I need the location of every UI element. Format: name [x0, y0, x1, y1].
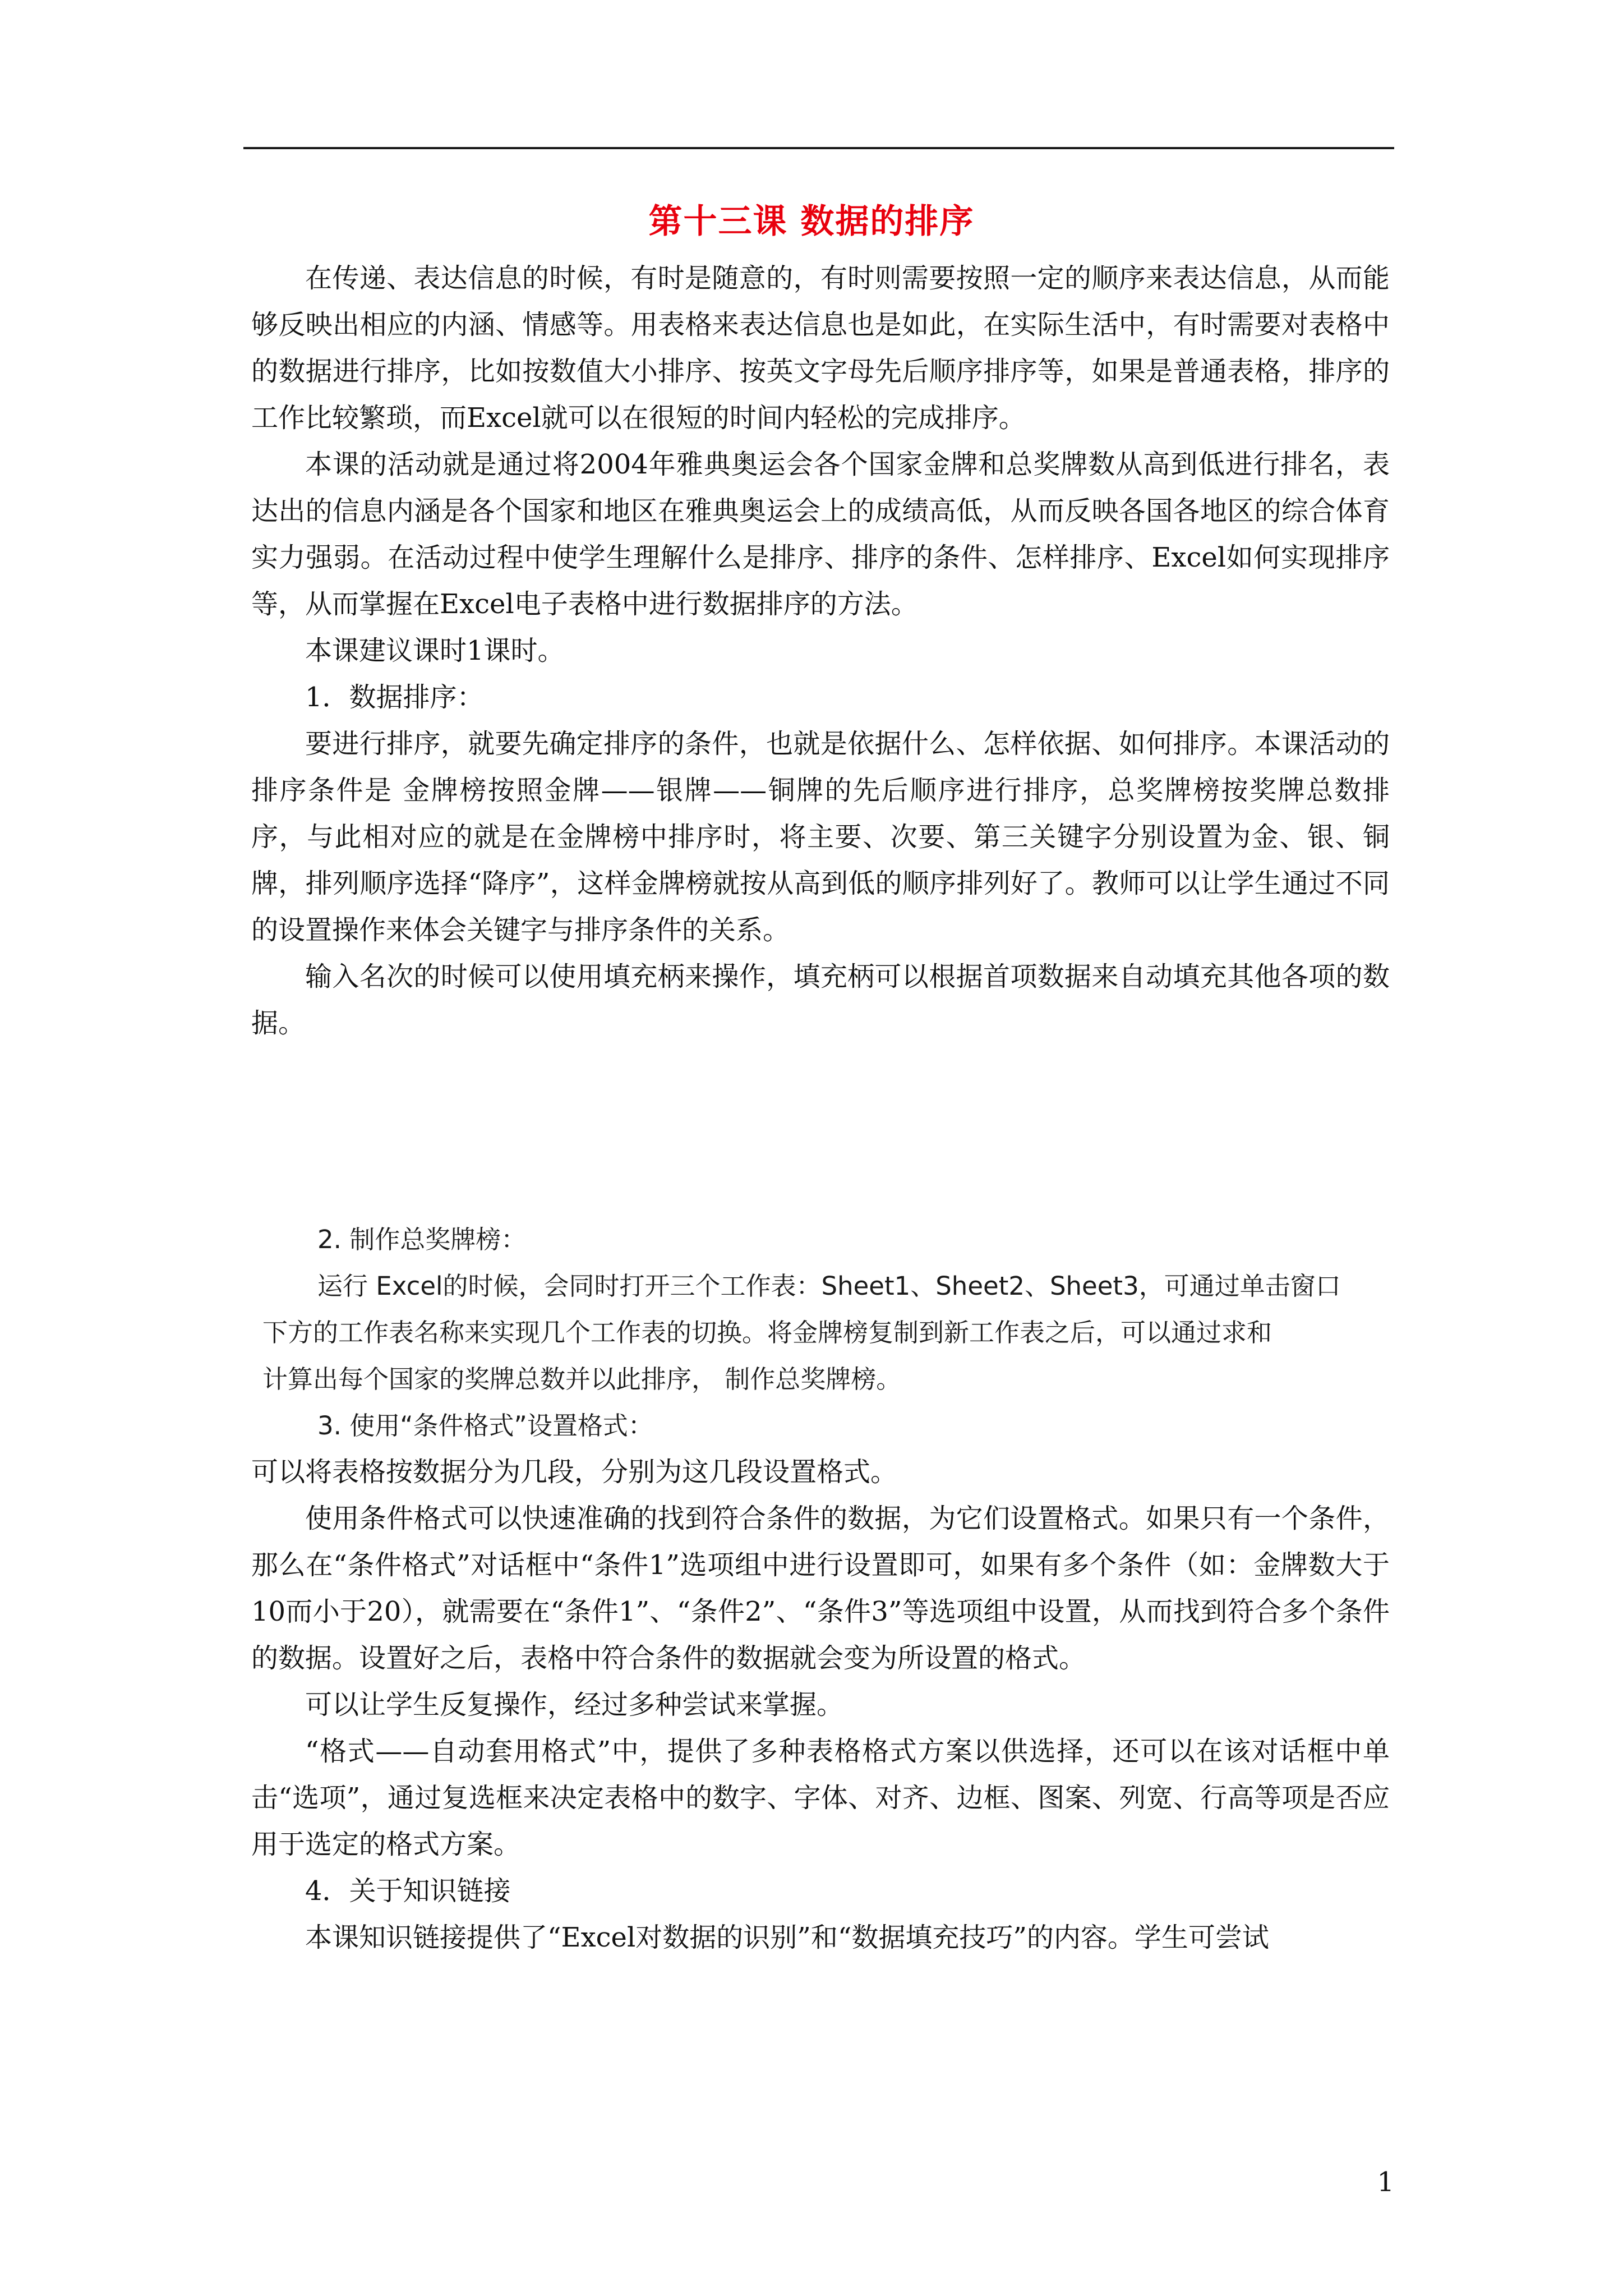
intro-paragraph: 本课的活动就是通过将2004年雅典奥运会各个国家金牌和总奖牌数从高到低进行排名，表达出的信息内涵是各个国家和地区在雅典奥运会上的成绩高低，从而反映各国各地区的综合体育实力强弱。在活动过程中使学生理解什么是排序、排序的条件、怎样排序、Excel如何实现排序等，从而掌握在Excel电子表格中进行数据排序的方法。	[251, 449, 1390, 620]
section2-line: 计算出每个国家的奖牌总数并以此排序， 制作总奖牌榜。	[262, 1364, 902, 1394]
page-title: 第十三课 数据的排序	[648, 202, 975, 241]
section1-paragraph: 要进行排序，就要先确定排序的条件，也就是依据什么、怎样依据、如何排序。本课活动的排序条件是 金牌榜按照金牌——银牌——铜牌的先后顺序进行排序，总奖牌榜按奖牌总数排序，与此相对应的就是在金牌榜中排序时，将主要、次要、第三关键字分别设置为金、银、铜牌，排列顺序选择“降序”，这样金牌榜就按从高到低的顺序排列好了。教师可以让学生通过不同的设置操作来体会关键字与排序条件的关系。	[251, 728, 1390, 946]
section2-heading: 2. 制作总奖牌榜：	[317, 1225, 527, 1254]
section1-heading: 1．数据排序：	[305, 682, 484, 713]
section3-block	[251, 1449, 1390, 1961]
intro-block	[251, 255, 1390, 1047]
page-number: 1	[1377, 2166, 1394, 2198]
section3-paragraph: 可以让学生反复操作，经过多种尝试来掌握。	[305, 1689, 844, 1720]
section4-paragraph: 本课知识链接提供了“Excel对数据的识别”和“数据填充技巧”的内容。学生可尝试	[305, 1922, 1269, 1953]
intro-paragraph: 在传递、表达信息的时候，有时是随意的，有时则需要按照一定的顺序来表达信息，从而能够反映出相应的内涵、情感等。用表格来表达信息也是如此，在实际生活中，有时需要对表格中的数据进行排序，比如按数值大小排序、按英文字母先后顺序排序等，如果是普通表格，排序的工作比较繁琐，而Excel就可以在很短的时间内轻松的完成排序。	[251, 263, 1390, 434]
section3-paragraph: “格式——自动套用格式”中，提供了多种表格格式方案以供选择，还可以在该对话框中单击“选项”，通过复选框来决定表格中的数字、字体、对齐、边框、图案、列宽、行高等项是否应用于选定的格式方案。	[251, 1736, 1390, 1860]
section1-paragraph: 输入名次的时候可以使用填充柄来操作，填充柄可以根据首项数据来自动填充其他各项的数据。	[251, 961, 1390, 1039]
section3-paragraph: 使用条件格式可以快速准确的找到符合条件的数据，为它们设置格式。如果只有一个条件，那么在“条件格式”对话框中“条件1”选项组中进行设置即可，如果有多个条件（如：金牌数大于10而小于20），就需要在“条件1”、“条件2”、“条件3”等选项组中设置，从而找到符合多个条件的数据。设置好之后，表格中符合条件的数据就会变为所设置的格式。	[251, 1503, 1390, 1674]
section3-heading-block	[251, 1402, 1390, 1449]
section2-block	[251, 1216, 1390, 1402]
intro-paragraph: 本课建议课时1课时。	[305, 635, 565, 666]
section2-line: 下方的工作表名称来实现几个工作表的切换。将金牌榜复制到新工作表之后，可以通过求和	[262, 1318, 1272, 1347]
section3-lead: 可以将表格按数据分为几段，分别为这几段设置格式。	[251, 1456, 898, 1488]
header-rule	[243, 147, 1394, 149]
section2-line: 运行 Excel的时候，会同时打开三个工作表：Sheet1、Sheet2、Sheet3，可通过单击窗口	[317, 1271, 1341, 1301]
section4-heading: 4．关于知识链接	[305, 1875, 511, 1907]
section3-heading: 3. 使用“条件格式”设置格式：	[317, 1411, 653, 1441]
